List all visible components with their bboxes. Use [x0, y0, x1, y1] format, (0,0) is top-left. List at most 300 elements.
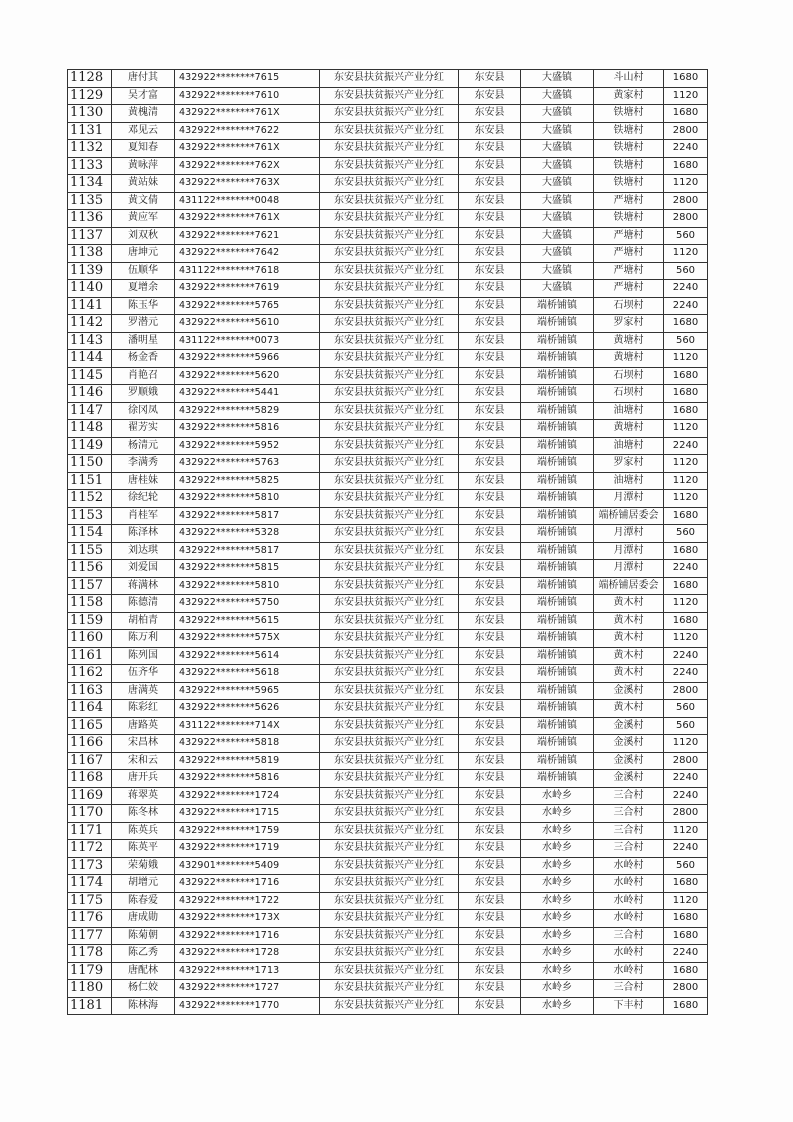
- county-cell: 东安县: [459, 175, 521, 193]
- village-cell: 黄塘村: [594, 332, 664, 350]
- id-number-cell: 432922********5626: [175, 700, 320, 718]
- county-cell: 东安县: [459, 577, 521, 595]
- row-number-cell: 1155: [68, 542, 112, 560]
- id-number-cell: 432922********5817: [175, 507, 320, 525]
- row-number-cell: 1165: [68, 717, 112, 735]
- table-row: [68, 612, 708, 630]
- id-number-cell: 432922********575X: [175, 630, 320, 648]
- table-row: [68, 857, 708, 875]
- project-name-cell: 东安县扶贫振兴产业分红: [320, 770, 459, 788]
- recipient-name-cell: 陈泽林: [112, 525, 175, 543]
- id-number-cell: 432901********5409: [175, 857, 320, 875]
- village-cell: 石坝村: [594, 385, 664, 403]
- row-number-cell: 1161: [68, 647, 112, 665]
- town-cell: 大盛镇: [521, 262, 594, 280]
- amount-cell: 2800: [664, 805, 708, 823]
- village-cell: 金溪村: [594, 717, 664, 735]
- county-cell: 东安县: [459, 245, 521, 263]
- row-number-cell: 1163: [68, 682, 112, 700]
- recipient-name-cell: 杨金香: [112, 350, 175, 368]
- village-cell: 水岭村: [594, 892, 664, 910]
- row-number-cell: 1153: [68, 507, 112, 525]
- county-cell: 东安县: [459, 192, 521, 210]
- amount-cell: 560: [664, 227, 708, 245]
- recipient-name-cell: 夏增余: [112, 280, 175, 298]
- county-cell: 东安县: [459, 507, 521, 525]
- project-name-cell: 东安县扶贫振兴产业分红: [320, 735, 459, 753]
- county-cell: 东安县: [459, 122, 521, 140]
- village-cell: 严塘村: [594, 280, 664, 298]
- village-cell: 油塘村: [594, 437, 664, 455]
- project-name-cell: 东安县扶贫振兴产业分红: [320, 297, 459, 315]
- amount-cell: 2800: [664, 210, 708, 228]
- recipient-name-cell: 徐纪轮: [112, 490, 175, 508]
- table-row: [68, 997, 708, 1015]
- table-row: [68, 350, 708, 368]
- id-number-cell: 432922********763X: [175, 175, 320, 193]
- table-row: [68, 822, 708, 840]
- row-number-cell: 1135: [68, 192, 112, 210]
- row-number-cell: 1151: [68, 472, 112, 490]
- project-name-cell: 东安县扶贫振兴产业分红: [320, 665, 459, 683]
- village-cell: 斗山村: [594, 70, 664, 88]
- town-cell: 端桥铺镇: [521, 542, 594, 560]
- project-name-cell: 东安县扶贫振兴产业分红: [320, 752, 459, 770]
- id-number-cell: 432922********1728: [175, 945, 320, 963]
- id-number-cell: 432922********5952: [175, 437, 320, 455]
- recipient-name-cell: 唐配林: [112, 962, 175, 980]
- town-cell: 水岭乡: [521, 840, 594, 858]
- project-name-cell: 东安县扶贫振兴产业分红: [320, 647, 459, 665]
- recipient-name-cell: 潘明星: [112, 332, 175, 350]
- county-cell: 东安县: [459, 980, 521, 998]
- recipient-name-cell: 陈玉华: [112, 297, 175, 315]
- county-cell: 东安县: [459, 227, 521, 245]
- county-cell: 东安县: [459, 350, 521, 368]
- table-row: [68, 227, 708, 245]
- recipient-name-cell: 唐开兵: [112, 770, 175, 788]
- amount-cell: 1680: [664, 70, 708, 88]
- county-cell: 东安县: [459, 875, 521, 893]
- id-number-cell: 432922********5765: [175, 297, 320, 315]
- row-number-cell: 1149: [68, 437, 112, 455]
- county-cell: 东安县: [459, 402, 521, 420]
- id-number-cell: 432922********5750: [175, 595, 320, 613]
- village-cell: 三合村: [594, 927, 664, 945]
- row-number-cell: 1132: [68, 140, 112, 158]
- amount-cell: 560: [664, 857, 708, 875]
- id-number-cell: 432922********5818: [175, 735, 320, 753]
- village-cell: 黄木村: [594, 700, 664, 718]
- row-number-cell: 1180: [68, 980, 112, 998]
- table-body: [68, 70, 708, 1015]
- row-number-cell: 1143: [68, 332, 112, 350]
- project-name-cell: 东安县扶贫振兴产业分红: [320, 175, 459, 193]
- town-cell: 大盛镇: [521, 87, 594, 105]
- id-number-cell: 432922********1727: [175, 980, 320, 998]
- table-row: [68, 752, 708, 770]
- county-cell: 东安县: [459, 927, 521, 945]
- project-name-cell: 东安县扶贫振兴产业分红: [320, 630, 459, 648]
- project-name-cell: 东安县扶贫振兴产业分红: [320, 420, 459, 438]
- village-cell: 三合村: [594, 787, 664, 805]
- village-cell: 严塘村: [594, 245, 664, 263]
- town-cell: 水岭乡: [521, 822, 594, 840]
- table-row: [68, 332, 708, 350]
- village-cell: 油塘村: [594, 402, 664, 420]
- village-cell: 铁塘村: [594, 140, 664, 158]
- village-cell: 铁塘村: [594, 122, 664, 140]
- row-number-cell: 1158: [68, 595, 112, 613]
- county-cell: 东安县: [459, 682, 521, 700]
- project-name-cell: 东安县扶贫振兴产业分红: [320, 875, 459, 893]
- recipient-name-cell: 陈乙秀: [112, 945, 175, 963]
- row-number-cell: 1160: [68, 630, 112, 648]
- recipient-name-cell: 陈列国: [112, 647, 175, 665]
- table-row: [68, 595, 708, 613]
- table-row: [68, 735, 708, 753]
- recipient-name-cell: 陈冬林: [112, 805, 175, 823]
- table-row: [68, 910, 708, 928]
- project-name-cell: 东安县扶贫振兴产业分红: [320, 472, 459, 490]
- id-number-cell: 432922********5966: [175, 350, 320, 368]
- row-number-cell: 1175: [68, 892, 112, 910]
- recipient-name-cell: 刘达琪: [112, 542, 175, 560]
- county-cell: 东安县: [459, 822, 521, 840]
- recipient-name-cell: 翟芳实: [112, 420, 175, 438]
- table-row: [68, 367, 708, 385]
- town-cell: 端桥铺镇: [521, 402, 594, 420]
- project-name-cell: 东安县扶贫振兴产业分红: [320, 980, 459, 998]
- town-cell: 端桥铺镇: [521, 682, 594, 700]
- id-number-cell: 432922********761X: [175, 105, 320, 123]
- amount-cell: 1120: [664, 892, 708, 910]
- table-row: [68, 542, 708, 560]
- id-number-cell: 432922********7621: [175, 227, 320, 245]
- amount-cell: 1120: [664, 822, 708, 840]
- county-cell: 东安县: [459, 87, 521, 105]
- amount-cell: 1120: [664, 175, 708, 193]
- county-cell: 东安县: [459, 385, 521, 403]
- village-cell: 三合村: [594, 805, 664, 823]
- recipient-name-cell: 黄文倩: [112, 192, 175, 210]
- village-cell: 水岭村: [594, 910, 664, 928]
- row-number-cell: 1131: [68, 122, 112, 140]
- id-number-cell: 432922********5620: [175, 367, 320, 385]
- amount-cell: 2240: [664, 647, 708, 665]
- row-number-cell: 1148: [68, 420, 112, 438]
- village-cell: 铁塘村: [594, 210, 664, 228]
- table-row: [68, 665, 708, 683]
- table-row: [68, 70, 708, 88]
- row-number-cell: 1154: [68, 525, 112, 543]
- recipient-name-cell: 刘爱国: [112, 560, 175, 578]
- town-cell: 水岭乡: [521, 910, 594, 928]
- amount-cell: 1120: [664, 472, 708, 490]
- town-cell: 端桥铺镇: [521, 647, 594, 665]
- table-row: [68, 420, 708, 438]
- recipient-name-cell: 胡柏青: [112, 612, 175, 630]
- project-name-cell: 东安县扶贫振兴产业分红: [320, 560, 459, 578]
- village-cell: 黄木村: [594, 595, 664, 613]
- row-number-cell: 1166: [68, 735, 112, 753]
- county-cell: 东安县: [459, 472, 521, 490]
- recipient-name-cell: 唐成勋: [112, 910, 175, 928]
- town-cell: 端桥铺镇: [521, 700, 594, 718]
- row-number-cell: 1179: [68, 962, 112, 980]
- recipient-name-cell: 肖桂军: [112, 507, 175, 525]
- project-name-cell: 东安县扶贫振兴产业分红: [320, 437, 459, 455]
- recipient-name-cell: 陈菊朝: [112, 927, 175, 945]
- county-cell: 东安县: [459, 700, 521, 718]
- amount-cell: 1120: [664, 420, 708, 438]
- table-row: [68, 87, 708, 105]
- amount-cell: 1120: [664, 630, 708, 648]
- row-number-cell: 1139: [68, 262, 112, 280]
- amount-cell: 2800: [664, 192, 708, 210]
- town-cell: 端桥铺镇: [521, 420, 594, 438]
- id-number-cell: 432922********5614: [175, 647, 320, 665]
- project-name-cell: 东安县扶贫振兴产业分红: [320, 245, 459, 263]
- town-cell: 水岭乡: [521, 980, 594, 998]
- county-cell: 东安县: [459, 542, 521, 560]
- village-cell: 端桥铺居委会: [594, 577, 664, 595]
- id-number-cell: 432922********1719: [175, 840, 320, 858]
- table-row: [68, 140, 708, 158]
- town-cell: 水岭乡: [521, 945, 594, 963]
- table-row: [68, 455, 708, 473]
- recipient-name-cell: 陈彩红: [112, 700, 175, 718]
- amount-cell: 1120: [664, 455, 708, 473]
- town-cell: 端桥铺镇: [521, 297, 594, 315]
- row-number-cell: 1157: [68, 577, 112, 595]
- table-row: [68, 105, 708, 123]
- project-name-cell: 东安县扶贫振兴产业分红: [320, 140, 459, 158]
- village-cell: 黄木村: [594, 665, 664, 683]
- village-cell: 黄塘村: [594, 420, 664, 438]
- county-cell: 东安县: [459, 367, 521, 385]
- recipient-name-cell: 夏知春: [112, 140, 175, 158]
- village-cell: 黄木村: [594, 612, 664, 630]
- table-row: [68, 770, 708, 788]
- row-number-cell: 1167: [68, 752, 112, 770]
- amount-cell: 560: [664, 332, 708, 350]
- town-cell: 大盛镇: [521, 105, 594, 123]
- row-number-cell: 1140: [68, 280, 112, 298]
- town-cell: 水岭乡: [521, 892, 594, 910]
- recipient-name-cell: 陈英兵: [112, 822, 175, 840]
- village-cell: 月潭村: [594, 542, 664, 560]
- table-row: [68, 700, 708, 718]
- recipient-name-cell: 黄站妹: [112, 175, 175, 193]
- amount-cell: 1680: [664, 910, 708, 928]
- amount-cell: 2240: [664, 840, 708, 858]
- table-row: [68, 157, 708, 175]
- county-cell: 东安县: [459, 332, 521, 350]
- row-number-cell: 1152: [68, 490, 112, 508]
- county-cell: 东安县: [459, 857, 521, 875]
- recipient-name-cell: 唐坤元: [112, 245, 175, 263]
- table-row: [68, 262, 708, 280]
- id-number-cell: 432922********7619: [175, 280, 320, 298]
- row-number-cell: 1172: [68, 840, 112, 858]
- row-number-cell: 1137: [68, 227, 112, 245]
- amount-cell: 2800: [664, 122, 708, 140]
- town-cell: 端桥铺镇: [521, 770, 594, 788]
- table-row: [68, 717, 708, 735]
- id-number-cell: 432922********5816: [175, 770, 320, 788]
- project-name-cell: 东安县扶贫振兴产业分红: [320, 595, 459, 613]
- id-number-cell: 432922********761X: [175, 140, 320, 158]
- id-number-cell: 432922********761X: [175, 210, 320, 228]
- project-name-cell: 东安县扶贫振兴产业分红: [320, 332, 459, 350]
- table-row: [68, 437, 708, 455]
- row-number-cell: 1138: [68, 245, 112, 263]
- id-number-cell: 432922********5618: [175, 665, 320, 683]
- id-number-cell: 432922********762X: [175, 157, 320, 175]
- row-number-cell: 1169: [68, 787, 112, 805]
- recipient-name-cell: 吴才富: [112, 87, 175, 105]
- town-cell: 端桥铺镇: [521, 752, 594, 770]
- table-row: [68, 630, 708, 648]
- amount-cell: 1120: [664, 245, 708, 263]
- table-row: [68, 245, 708, 263]
- county-cell: 东安县: [459, 140, 521, 158]
- project-name-cell: 东安县扶贫振兴产业分红: [320, 787, 459, 805]
- village-cell: 月潭村: [594, 560, 664, 578]
- row-number-cell: 1159: [68, 612, 112, 630]
- id-number-cell: 432922********1770: [175, 997, 320, 1015]
- amount-cell: 1680: [664, 157, 708, 175]
- row-number-cell: 1134: [68, 175, 112, 193]
- project-name-cell: 东安县扶贫振兴产业分红: [320, 87, 459, 105]
- amount-cell: 1680: [664, 507, 708, 525]
- county-cell: 东安县: [459, 630, 521, 648]
- amount-cell: 2800: [664, 980, 708, 998]
- county-cell: 东安县: [459, 997, 521, 1015]
- project-name-cell: 东安县扶贫振兴产业分红: [320, 210, 459, 228]
- town-cell: 水岭乡: [521, 787, 594, 805]
- project-name-cell: 东安县扶贫振兴产业分红: [320, 402, 459, 420]
- table-row: [68, 525, 708, 543]
- id-number-cell: 432922********5441: [175, 385, 320, 403]
- town-cell: 大盛镇: [521, 245, 594, 263]
- id-number-cell: 432922********5819: [175, 752, 320, 770]
- project-name-cell: 东安县扶贫振兴产业分红: [320, 910, 459, 928]
- id-number-cell: 431122********0048: [175, 192, 320, 210]
- village-cell: 金溪村: [594, 682, 664, 700]
- amount-cell: 1680: [664, 577, 708, 595]
- recipient-name-cell: 陈英平: [112, 840, 175, 858]
- county-cell: 东安县: [459, 437, 521, 455]
- town-cell: 大盛镇: [521, 140, 594, 158]
- village-cell: 金溪村: [594, 752, 664, 770]
- amount-cell: 560: [664, 262, 708, 280]
- town-cell: 端桥铺镇: [521, 385, 594, 403]
- recipient-name-cell: 邓见云: [112, 122, 175, 140]
- row-number-cell: 1174: [68, 875, 112, 893]
- row-number-cell: 1171: [68, 822, 112, 840]
- town-cell: 端桥铺镇: [521, 315, 594, 333]
- town-cell: 端桥铺镇: [521, 612, 594, 630]
- project-name-cell: 东安县扶贫振兴产业分红: [320, 962, 459, 980]
- id-number-cell: 431122********0073: [175, 332, 320, 350]
- project-name-cell: 东安县扶贫振兴产业分红: [320, 577, 459, 595]
- id-number-cell: 432922********5965: [175, 682, 320, 700]
- village-cell: 石坝村: [594, 297, 664, 315]
- row-number-cell: 1146: [68, 385, 112, 403]
- county-cell: 东安县: [459, 770, 521, 788]
- town-cell: 水岭乡: [521, 805, 594, 823]
- town-cell: 端桥铺镇: [521, 472, 594, 490]
- row-number-cell: 1147: [68, 402, 112, 420]
- amount-cell: 1680: [664, 997, 708, 1015]
- village-cell: 水岭村: [594, 857, 664, 875]
- village-cell: 严塘村: [594, 192, 664, 210]
- amount-cell: 1680: [664, 315, 708, 333]
- county-cell: 东安县: [459, 105, 521, 123]
- project-name-cell: 东安县扶贫振兴产业分红: [320, 857, 459, 875]
- recipient-name-cell: 蒋翠英: [112, 787, 175, 805]
- id-number-cell: 432922********7622: [175, 122, 320, 140]
- amount-cell: 1120: [664, 87, 708, 105]
- table-row: [68, 210, 708, 228]
- recipient-name-cell: 陈春爱: [112, 892, 175, 910]
- id-number-cell: 431122********7618: [175, 262, 320, 280]
- recipient-name-cell: 陈德清: [112, 595, 175, 613]
- project-name-cell: 东安县扶贫振兴产业分红: [320, 455, 459, 473]
- town-cell: 大盛镇: [521, 70, 594, 88]
- project-name-cell: 东安县扶贫振兴产业分红: [320, 105, 459, 123]
- row-number-cell: 1156: [68, 560, 112, 578]
- village-cell: 严塘村: [594, 227, 664, 245]
- row-number-cell: 1145: [68, 367, 112, 385]
- town-cell: 端桥铺镇: [521, 350, 594, 368]
- village-cell: 黄木村: [594, 647, 664, 665]
- village-cell: 严塘村: [594, 262, 664, 280]
- table-row: [68, 385, 708, 403]
- table-row: [68, 402, 708, 420]
- row-number-cell: 1133: [68, 157, 112, 175]
- table-row: [68, 805, 708, 823]
- village-cell: 石坝村: [594, 367, 664, 385]
- county-cell: 东安县: [459, 420, 521, 438]
- county-cell: 东安县: [459, 455, 521, 473]
- village-cell: 下丰村: [594, 997, 664, 1015]
- county-cell: 东安县: [459, 612, 521, 630]
- village-cell: 铁塘村: [594, 105, 664, 123]
- village-cell: 金溪村: [594, 735, 664, 753]
- amount-cell: 1680: [664, 927, 708, 945]
- town-cell: 端桥铺镇: [521, 665, 594, 683]
- county-cell: 东安县: [459, 805, 521, 823]
- town-cell: 水岭乡: [521, 857, 594, 875]
- table-row: [68, 945, 708, 963]
- project-name-cell: 东安县扶贫振兴产业分红: [320, 157, 459, 175]
- amount-cell: 1680: [664, 402, 708, 420]
- village-cell: 水岭村: [594, 875, 664, 893]
- recipient-name-cell: 伍齐华: [112, 665, 175, 683]
- village-cell: 月潭村: [594, 490, 664, 508]
- village-cell: 水岭村: [594, 945, 664, 963]
- town-cell: 大盛镇: [521, 122, 594, 140]
- recipient-name-cell: 罗顺娥: [112, 385, 175, 403]
- recipient-name-cell: 杨仁姣: [112, 980, 175, 998]
- table-row: [68, 787, 708, 805]
- recipient-name-cell: 唐付其: [112, 70, 175, 88]
- village-cell: 铁塘村: [594, 175, 664, 193]
- row-number-cell: 1130: [68, 105, 112, 123]
